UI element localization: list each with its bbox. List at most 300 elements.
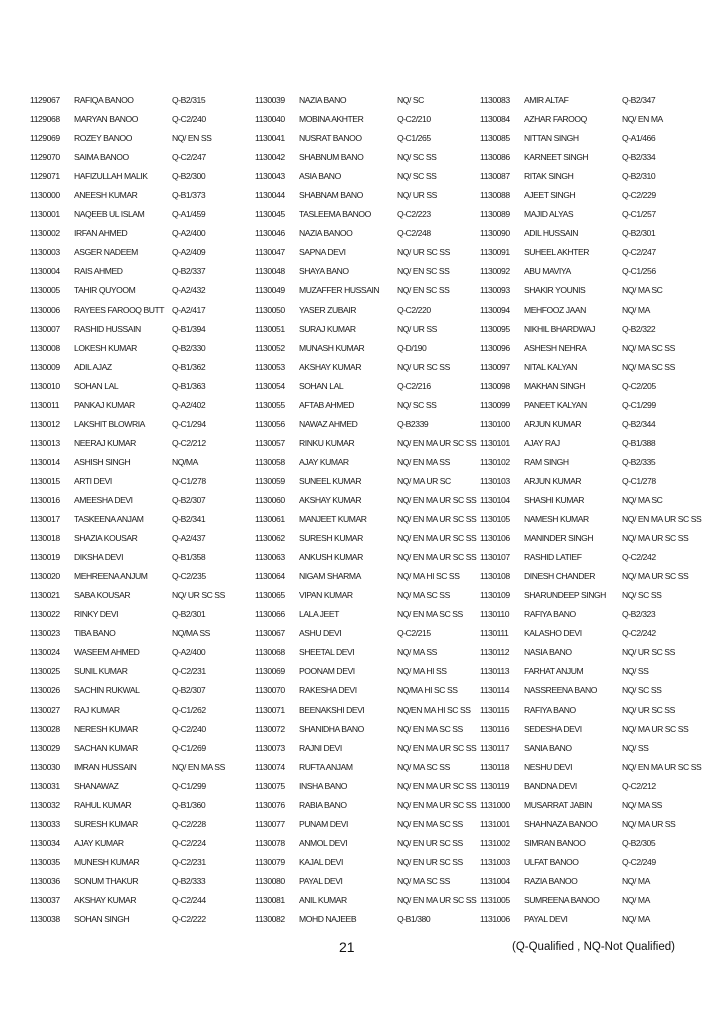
result-status: Q-C2/248: [397, 228, 431, 239]
roll-number: 1130116: [480, 723, 510, 734]
candidate-name: RAFIYA BANO: [524, 609, 576, 620]
roll-number: 1130034: [30, 837, 60, 848]
roll-number: 1130041: [255, 133, 285, 144]
roll-number: 1130081: [255, 894, 285, 905]
result-status: Q-B2/301: [172, 609, 206, 620]
candidate-name: SHANAWAZ: [74, 780, 119, 791]
result-status: Q-C2/223: [397, 209, 431, 220]
candidate-name: ARJUN KUMAR: [524, 418, 582, 429]
result-status: Q-A2/437: [172, 533, 206, 544]
candidate-name: NASSREENA BANO: [524, 685, 597, 696]
candidate-name: AJAY KUMAR: [299, 456, 349, 467]
candidate-name: SHABNUM BANO: [299, 152, 364, 163]
result-status: Q-B2/310: [622, 171, 656, 182]
candidate-name: RAFIYA BANO: [524, 704, 576, 715]
roll-number: 1130072: [255, 723, 285, 734]
roll-number: 1130073: [255, 742, 285, 753]
candidate-name: NIKHIL BHARDWAJ: [524, 323, 595, 334]
candidate-name: LOKESH KUMAR: [74, 342, 137, 353]
candidate-name: SHABNAM BANO: [299, 190, 363, 201]
candidate-name: ASHISH SINGH: [74, 456, 131, 467]
roll-number: 1130105: [480, 514, 510, 525]
result-status: NQ/ MA: [622, 914, 650, 925]
result-status: NQ/ EN MA: [622, 114, 663, 125]
candidate-name: PAYAL DEVI: [299, 875, 343, 886]
candidate-name: LAKSHIT BLOWRIA: [74, 418, 145, 429]
result-status: Q-A1/459: [172, 209, 206, 220]
candidate-name: NITTAN SINGH: [524, 133, 579, 144]
result-status: Q-C1/299: [172, 780, 206, 791]
result-status: NQ/ EN UR SC SS: [397, 856, 463, 867]
result-status: NQ/ EN MA UR SC SS: [622, 761, 702, 772]
roll-number: 1130020: [30, 571, 60, 582]
roll-number: 1130113: [480, 666, 510, 677]
roll-number: 1130077: [255, 818, 285, 829]
result-status: Q-B2/344: [622, 418, 656, 429]
roll-number: 1130060: [255, 494, 285, 505]
roll-number: 1130094: [480, 304, 510, 315]
result-status: Q-B2/322: [622, 323, 656, 334]
result-status: Q-C2/231: [172, 666, 206, 677]
candidate-name: NEERAJ KUMAR: [74, 437, 136, 448]
roll-number: 1130004: [30, 266, 60, 277]
candidate-name: RAHUL KUMAR: [74, 799, 132, 810]
result-status: NQ/ EN MA UR SC SS: [397, 552, 477, 563]
roll-number: 1130001: [30, 209, 60, 220]
result-status: Q-A2/400: [172, 647, 206, 658]
status-legend: (Q-Qualified , NQ-Not Qualified): [512, 941, 675, 953]
result-status: Q-B2/341: [172, 514, 206, 525]
candidate-name: RUFTA ANJAM: [299, 761, 353, 772]
result-status: Q-C2/247: [172, 152, 206, 163]
result-status: NQ/MA HI SC SS: [397, 685, 458, 696]
candidate-name: SHAYA BANO: [299, 266, 349, 277]
result-status: NQ/ SS: [622, 742, 649, 753]
candidate-name: SHAHNAZA BANOO: [524, 818, 598, 829]
candidate-name: ASHESH NEHRA: [524, 342, 587, 353]
roll-number: 1130062: [255, 533, 285, 544]
roll-number: 1130047: [255, 247, 285, 258]
candidate-name: AMIR ALTAF: [524, 95, 569, 105]
roll-number: 1130106: [480, 533, 510, 544]
result-status: NQ/ UR SS: [397, 323, 437, 334]
candidate-name: MARYAN BANOO: [74, 114, 138, 125]
roll-number: 1130054: [255, 380, 285, 391]
candidate-name: RAJNI DEVI: [299, 742, 342, 753]
candidate-name: SACHAN KUMAR: [74, 742, 138, 753]
roll-number: 1130042: [255, 152, 285, 163]
roll-number: 1130051: [255, 323, 285, 334]
roll-number: 1130028: [30, 723, 60, 734]
result-status: NQ/ EN MA SS: [397, 456, 450, 467]
candidate-name: RAFIQA BANOO: [74, 95, 134, 105]
roll-number: 1130104: [480, 494, 510, 505]
result-status: NQ/ EN MA UR SC SS: [397, 799, 477, 810]
result-status: Q-B1/388: [622, 437, 656, 448]
result-status: NQ/ SC SS: [622, 590, 662, 601]
roll-number: 1130029: [30, 742, 60, 753]
candidate-name: MANINDER SINGH: [524, 533, 594, 544]
result-status: NQ/ UR SS: [397, 190, 437, 201]
candidate-name: AKSHAY KUMAR: [74, 894, 137, 905]
result-status: NQ/ EN MA UR SC SS: [622, 514, 702, 525]
candidate-name: SUMREENA BANOO: [524, 894, 600, 905]
candidate-name: SHARUNDEEP SINGH: [524, 590, 606, 601]
roll-number: 1130005: [30, 285, 60, 296]
result-status: NQ/ EN MA UR SC SS: [397, 742, 477, 753]
candidate-name: PANKAJ KUMAR: [74, 399, 135, 410]
result-status: Q-B2/347: [622, 95, 656, 105]
result-status: Q-B2/330: [172, 342, 206, 353]
result-status: NQ/ UR SC SS: [397, 361, 450, 372]
roll-number: 1131001: [480, 818, 510, 829]
result-status: NQ/ MA UR SS: [622, 818, 676, 829]
roll-number: 1129068: [30, 114, 60, 125]
candidate-name: SEDESHA DEVI: [524, 723, 582, 734]
roll-number: 1130115: [480, 704, 510, 715]
candidate-name: NAZIA BANO: [299, 95, 347, 105]
candidate-name: RAIS AHMED: [74, 266, 123, 277]
result-status: Q-B2/307: [172, 685, 206, 696]
result-status: Q-C2/242: [622, 628, 656, 639]
result-status: Q-C1/265: [397, 133, 431, 144]
result-status: Q-A2/432: [172, 285, 206, 296]
roll-number: 1130015: [30, 475, 60, 486]
result-status: Q-C2/220: [397, 304, 431, 315]
result-status: NQ/EN MA HI SC SS: [397, 704, 471, 715]
candidate-name: SOHAN LAL: [299, 380, 344, 391]
result-status: Q-A2/409: [172, 247, 206, 258]
result-status: Q-B1/373: [172, 190, 206, 201]
result-status: Q-C2/235: [172, 571, 206, 582]
roll-number: 1130095: [480, 323, 510, 334]
roll-number: 1129071: [30, 171, 60, 182]
roll-number: 1131006: [480, 914, 510, 925]
result-status: NQ/ MA UR SC SS: [622, 723, 689, 734]
result-status: Q-B2/300: [172, 171, 206, 182]
roll-number: 1130084: [480, 114, 510, 125]
candidate-name: RAM SINGH: [524, 456, 569, 467]
roll-number: 1130024: [30, 647, 60, 658]
candidate-name: ASHU DEVI: [299, 628, 342, 639]
candidate-name: SACHIN RUKWAL: [74, 685, 140, 696]
roll-number: 1130006: [30, 304, 60, 315]
roll-number: 1130075: [255, 780, 285, 791]
roll-number: 1130013: [30, 437, 60, 448]
candidate-name: RASHID HUSSAIN: [74, 323, 141, 334]
result-status: Q-A2/400: [172, 228, 206, 239]
result-status: Q-B1/394: [172, 323, 206, 334]
result-status: Q-B2/305: [622, 837, 656, 848]
candidate-name: WASEEM AHMED: [74, 647, 140, 658]
roll-number: 1130098: [480, 380, 510, 391]
result-status: Q-C1/262: [172, 704, 206, 715]
candidate-name: POONAM DEVI: [299, 666, 355, 677]
candidate-name: SHAKIR YOUNIS: [524, 285, 586, 296]
candidate-name: MUZAFFER HUSSAIN: [299, 285, 380, 296]
result-status: Q-B2/335: [622, 456, 656, 467]
roll-number: 1130071: [255, 704, 285, 715]
result-status: NQ/MA: [172, 456, 198, 467]
candidate-name: AJAY KUMAR: [74, 837, 124, 848]
roll-number: 1130108: [480, 571, 510, 582]
roll-number: 1130112: [480, 647, 510, 658]
roll-number: 1130053: [255, 361, 285, 372]
result-status: NQ/ MA: [622, 894, 650, 905]
result-status: NQ/ MA HI SC SS: [397, 571, 460, 582]
candidate-name: RAZIA BANOO: [524, 875, 578, 886]
roll-number: 1130082: [255, 914, 285, 925]
candidate-name: PANEET KALYAN: [524, 399, 587, 410]
roll-number: 1130003: [30, 247, 60, 258]
result-status: NQ/ EN SC SS: [397, 266, 450, 277]
result-status: NQ/ MA SS: [397, 647, 437, 658]
candidate-name: ASGER NADEEM: [74, 247, 138, 258]
result-status: Q-C1/257: [622, 209, 656, 220]
candidate-name: SIMRAN BANOO: [524, 837, 586, 848]
candidate-name: SAIMA BANOO: [74, 152, 129, 163]
roll-number: 1130114: [480, 685, 510, 696]
result-status: Q-C2/231: [172, 856, 206, 867]
result-status: Q-C2/222: [172, 914, 206, 925]
result-status: Q-C2/249: [622, 856, 656, 867]
result-status: Q-A1/466: [622, 133, 656, 144]
result-status: NQ/ EN MA SC SS: [397, 818, 463, 829]
roll-number: 1130065: [255, 590, 285, 601]
roll-number: 1130068: [255, 647, 285, 658]
candidate-name: PUNAM DEVI: [299, 818, 348, 829]
roll-number: 1130027: [30, 704, 60, 715]
candidate-name: VIPAN KUMAR: [299, 590, 353, 601]
roll-number: 1130096: [480, 342, 510, 353]
roll-number: 1130038: [30, 914, 60, 925]
candidate-name: RAYEES FAROOQ BUTT: [74, 304, 165, 315]
result-status: Q-B2/334: [622, 152, 656, 163]
candidate-name: MAJID ALYAS: [524, 209, 574, 220]
result-status: NQ/ SS: [622, 666, 649, 677]
candidate-name: SANIA BANO: [524, 742, 572, 753]
candidate-name: NAQEEB UL ISLAM: [74, 209, 145, 220]
roll-number: 1131000: [480, 799, 510, 810]
candidate-name: IMRAN HUSSAIN: [74, 761, 137, 772]
result-status: Q-B1/360: [172, 799, 206, 810]
candidate-name: LALA JEET: [299, 609, 339, 620]
roll-number: 1130050: [255, 304, 285, 315]
candidate-name: MOBINA AKHTER: [299, 114, 364, 125]
result-status: NQ/ EN MA UR SC SS: [397, 494, 477, 505]
candidate-name: DIKSHA DEVI: [74, 552, 124, 563]
roll-number: 1130059: [255, 475, 285, 486]
roll-number: 1130074: [255, 761, 285, 772]
candidate-name: FARHAT ANJUM: [524, 666, 584, 677]
candidate-name: SHANIDHA BANO: [299, 723, 364, 734]
result-status: NQ/ EN SS: [172, 133, 212, 144]
result-status: NQ/ EN MA UR SC SS: [397, 533, 477, 544]
result-status: Q-C2/240: [172, 723, 206, 734]
roll-number: 1130007: [30, 323, 60, 334]
result-status: NQ/MA SS: [172, 628, 210, 639]
result-status: NQ/ SC SS: [397, 171, 437, 182]
result-status: Q-A2/417: [172, 304, 206, 315]
candidate-name: MANJEET KUMAR: [299, 514, 367, 525]
result-status: NQ/ MA: [622, 875, 650, 886]
roll-number: 1130110: [480, 609, 510, 620]
result-status: Q-C2/205: [622, 380, 656, 391]
candidate-name: INSHA BANO: [299, 780, 348, 791]
result-status: Q-C2/242: [622, 552, 656, 563]
candidate-name: MUNESH KUMAR: [74, 856, 140, 867]
result-status: Q-C2/215: [397, 628, 431, 639]
candidate-name: ANKUSH KUMAR: [299, 552, 363, 563]
candidate-name: TASKEENA ANJAM: [74, 514, 144, 525]
candidate-name: BANDNA DEVI: [524, 780, 577, 791]
candidate-name: MOHD NAJEEB: [299, 914, 357, 925]
roll-number: 1130109: [480, 590, 510, 601]
result-status: Q-C2/210: [397, 114, 431, 125]
result-status: NQ/ EN MA SS: [172, 761, 225, 772]
roll-number: 1130083: [480, 95, 510, 105]
roll-number: 1130018: [30, 533, 60, 544]
candidate-name: SURAJ KUMAR: [299, 323, 356, 334]
candidate-name: SUNIL KUMAR: [74, 666, 128, 677]
result-status: NQ/ UR SC SS: [397, 247, 450, 258]
roll-number: 1130031: [30, 780, 60, 791]
candidate-name: ULFAT BANOO: [524, 856, 579, 867]
roll-number: 1130079: [255, 856, 285, 867]
candidate-name: RINKU KUMAR: [299, 437, 355, 448]
candidate-name: NUSRAT BANOO: [299, 133, 362, 144]
result-status: NQ/ MA SS: [622, 799, 662, 810]
result-status: Q-B2/315: [172, 95, 206, 105]
roll-number: 1129067: [30, 95, 60, 105]
result-status: NQ/ EN MA SC SS: [397, 609, 463, 620]
roll-number: 1130048: [255, 266, 285, 277]
candidate-name: SOHAN SINGH: [74, 914, 130, 925]
result-status: NQ/ EN UR SC SS: [397, 837, 463, 848]
candidate-name: AMEESHA DEVI: [74, 494, 133, 505]
roll-number: 1130099: [480, 399, 510, 410]
candidate-name: NASIA BANO: [524, 647, 572, 658]
candidate-name: ASIA BANO: [299, 171, 341, 182]
roll-number: 1130102: [480, 456, 510, 467]
roll-number: 1130046: [255, 228, 285, 239]
roll-number: 1130070: [255, 685, 285, 696]
candidate-name: MUSARRAT JABIN: [524, 799, 592, 810]
result-status: Q-D/190: [397, 342, 427, 353]
page-number: 21: [339, 939, 355, 955]
candidate-name: SAPNA DEVI: [299, 247, 346, 258]
result-status: Q-B1/380: [397, 914, 431, 925]
roll-number: 1130085: [480, 133, 510, 144]
roll-number: 1130058: [255, 456, 285, 467]
result-status: NQ/ MA SC SS: [397, 875, 450, 886]
roll-number: 1130089: [480, 209, 510, 220]
result-status: NQ/ MA UR SC: [397, 475, 451, 486]
roll-number: 1130056: [255, 418, 285, 429]
roll-number: 1130032: [30, 799, 60, 810]
result-status: Q-C1/299: [622, 399, 656, 410]
roll-number: 1131004: [480, 875, 510, 886]
result-status: NQ/ SC SS: [397, 399, 437, 410]
candidate-name: AKSHAY KUMAR: [299, 361, 362, 372]
roll-number: 1130037: [30, 894, 60, 905]
roll-number: 1131002: [480, 837, 510, 848]
result-status: NQ/ EN MA UR SC SS: [397, 780, 477, 791]
candidate-name: NITAL KALYAN: [524, 361, 578, 372]
candidate-name: MEHFOOZ JAAN: [524, 304, 586, 315]
roll-number: 1130044: [255, 190, 285, 201]
roll-number: 1130064: [255, 571, 285, 582]
result-status: NQ/ SC: [397, 95, 424, 105]
roll-number: 1130093: [480, 285, 510, 296]
candidate-name: ANEESH KUMAR: [74, 190, 138, 201]
roll-number: 1130002: [30, 228, 60, 239]
roll-number: 1130118: [480, 761, 510, 772]
roll-number: 1130016: [30, 494, 60, 505]
roll-number: 1130080: [255, 875, 285, 886]
result-status: Q-C2/224: [172, 837, 206, 848]
roll-number: 1130036: [30, 875, 60, 886]
candidate-name: ANMOL DEVI: [299, 837, 348, 848]
roll-number: 1130101: [480, 437, 510, 448]
result-status: NQ/ MA SC: [622, 494, 663, 505]
candidate-name: SURESH KUMAR: [74, 818, 138, 829]
roll-number: 1130049: [255, 285, 285, 296]
result-status: Q-C2/212: [622, 780, 656, 791]
roll-number: 1130033: [30, 818, 60, 829]
result-status: NQ/ MA UR SC SS: [622, 571, 689, 582]
result-status: Q-B1/363: [172, 380, 206, 391]
roll-number: 1130119: [480, 780, 510, 791]
roll-number: 1129070: [30, 152, 60, 163]
candidate-name: RAKESHA DEVI: [299, 685, 357, 696]
result-status: Q-C1/278: [622, 475, 656, 486]
candidate-name: DINESH CHANDER: [524, 571, 596, 582]
roll-number: 1131005: [480, 894, 510, 905]
result-status: Q-B2/301: [622, 228, 656, 239]
candidate-name: ANIL KUMAR: [299, 894, 347, 905]
candidate-name: YASER ZUBAIR: [299, 304, 356, 315]
roll-number: 1130061: [255, 514, 285, 525]
result-status: Q-B1/362: [172, 361, 206, 372]
result-status: Q-B2/323: [622, 609, 656, 620]
candidate-name: NAZIA BANOO: [299, 228, 353, 239]
candidate-name: SABA KOUSAR: [74, 590, 131, 601]
result-status: NQ/ EN MA UR SC SS: [397, 894, 477, 905]
result-status: NQ/ EN MA UR SC SS: [397, 514, 477, 525]
roll-number: 1130090: [480, 228, 510, 239]
roll-number: 1130019: [30, 552, 60, 563]
result-status: Q-C2/212: [172, 437, 206, 448]
result-status: NQ/ SC SS: [397, 152, 437, 163]
candidate-name: HAFIZULLAH MALIK: [74, 171, 148, 182]
result-status: Q-A2/402: [172, 399, 206, 410]
result-status: Q-C2/244: [172, 894, 206, 905]
result-status: NQ/ UR SC SS: [172, 590, 225, 601]
candidate-name: NIGAM SHARMA: [299, 571, 361, 582]
candidate-name: ROZEY BANOO: [74, 133, 132, 144]
roll-number: 1131003: [480, 856, 510, 867]
result-status: Q-C1/256: [622, 266, 656, 277]
roll-number: 1130057: [255, 437, 285, 448]
candidate-name: BEENAKSHI DEVI: [299, 704, 365, 715]
roll-number: 1130052: [255, 342, 285, 353]
candidate-name: RITAK SINGH: [524, 171, 574, 182]
roll-number: 1130040: [255, 114, 285, 125]
candidate-name: RINKY DEVI: [74, 609, 119, 620]
result-status: NQ/ MA SC: [622, 285, 663, 296]
result-status: NQ/ MA SC SS: [397, 590, 450, 601]
